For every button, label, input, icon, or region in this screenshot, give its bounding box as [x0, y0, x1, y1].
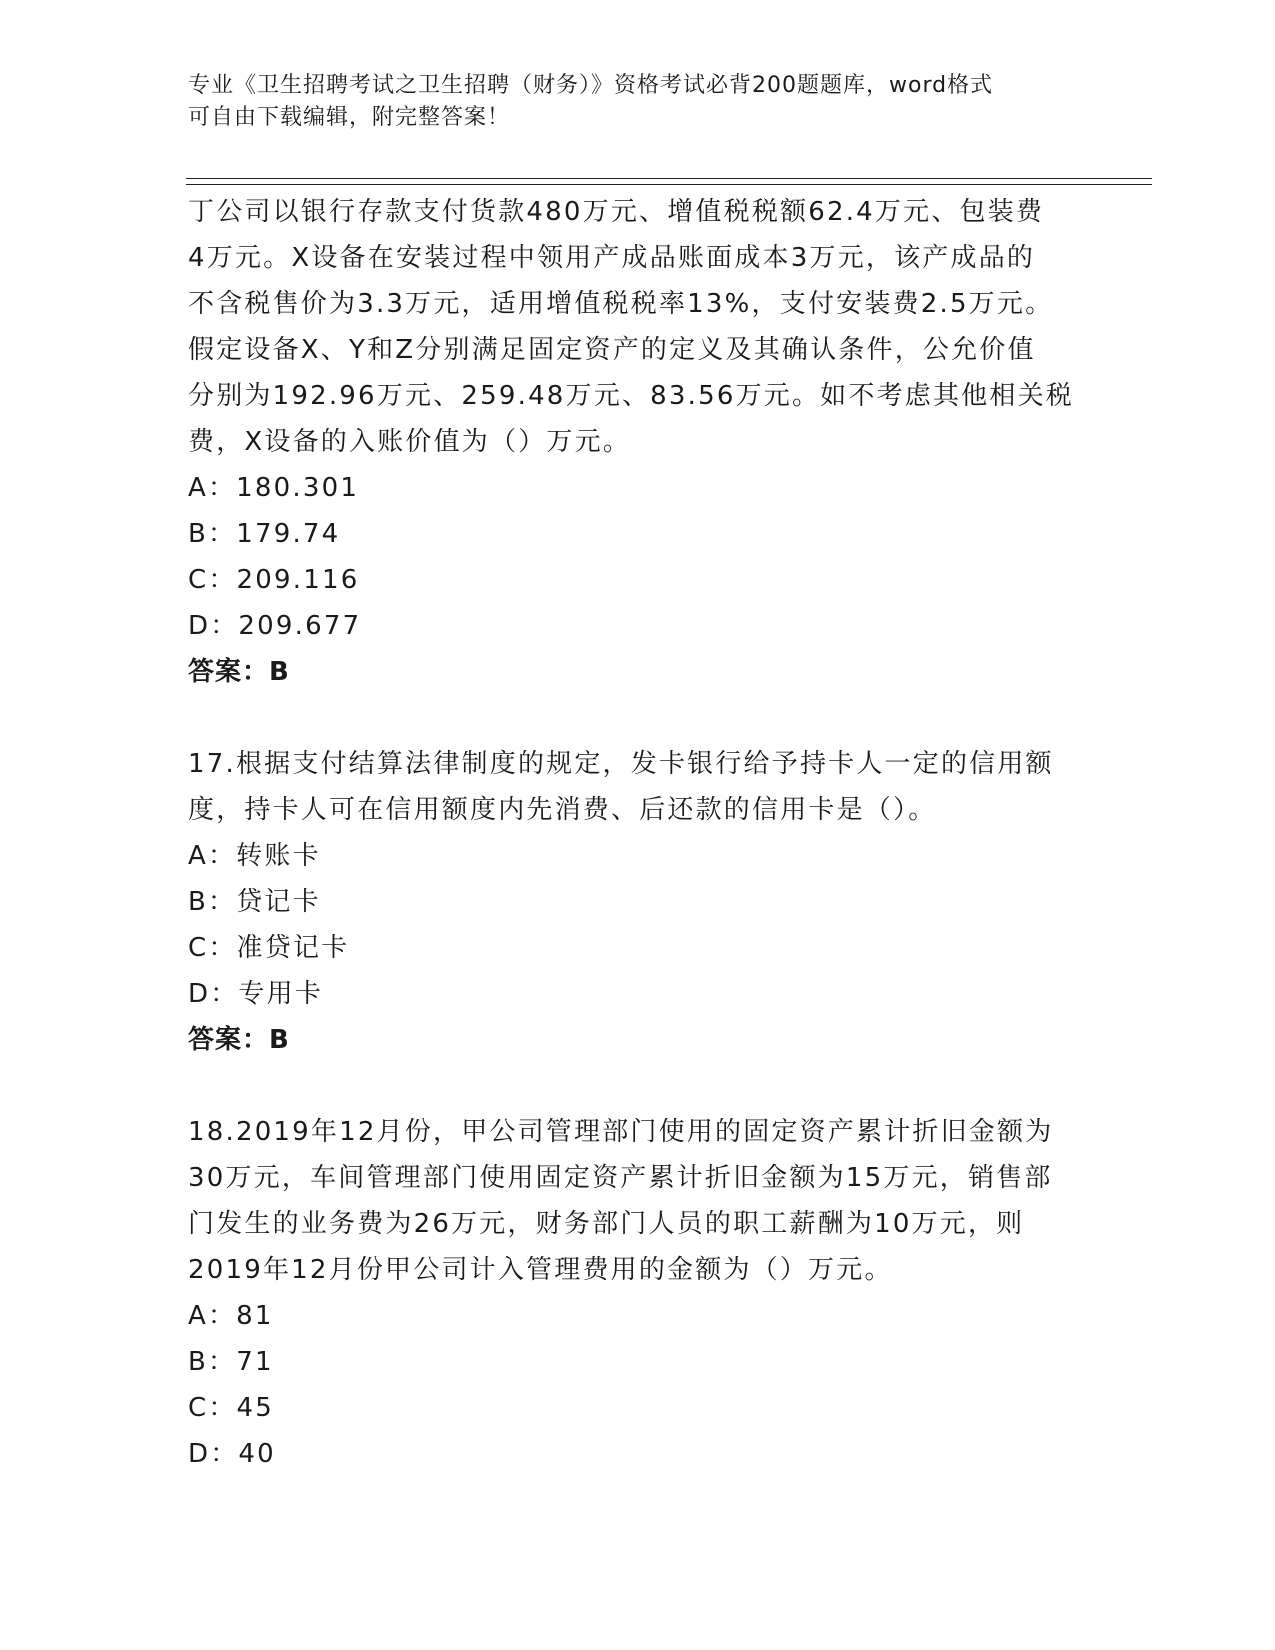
option-a: A：81 — [188, 1301, 274, 1331]
option-d: D：209.677 — [188, 611, 362, 641]
header-divider-bottom — [186, 184, 1152, 185]
stem-line: 度，持卡人可在信用额度内先消费、后还款的信用卡是（）。 — [188, 795, 937, 825]
option-c: C：209.116 — [188, 565, 360, 595]
stem-line: 17.根据支付结算法律制度的规定，发卡银行给予持卡人一定的信用额 — [188, 749, 1054, 779]
stem-line: 30万元，车间管理部门使用固定资产累计折旧金额为15万元，销售部 — [188, 1163, 1053, 1193]
spacer — [188, 1063, 1088, 1109]
option-b: B：71 — [188, 1347, 274, 1377]
stem-line: 不含税售价为3.3万元，适用增值税税率13%，支付安装费2.5万元。 — [188, 289, 1054, 319]
stem-line: 18.2019年12月份，甲公司管理部门使用的固定资产累计折旧金额为 — [188, 1117, 1054, 1147]
header-line-1: 专业《卫生招聘考试之卫生招聘（财务）》资格考试必背200题题库，word格式 — [188, 73, 994, 98]
answer: 答案：B — [188, 657, 290, 687]
question-18 — [188, 1109, 1088, 1477]
option-d: D：专用卡 — [188, 979, 324, 1009]
question-16 — [188, 189, 1088, 695]
option-a: A：转账卡 — [188, 841, 321, 871]
stem-line: 2019年12月份甲公司计入管理费用的金额为（）万元。 — [188, 1255, 893, 1285]
option-d: D：40 — [188, 1439, 276, 1469]
stem-line: 分别为192.96万元、259.48万元、83.56万元。如不考虑其他相关税 — [188, 381, 1074, 411]
document-header — [188, 70, 1068, 134]
question-stem — [188, 741, 1088, 833]
header-divider-top — [186, 178, 1152, 179]
stem-line: 门发生的业务费为26万元，财务部门人员的职工薪酬为10万元，则 — [188, 1209, 1025, 1239]
stem-line: 假定设备X、Y和Z分别满足固定资产的定义及其确认条件，公允价值 — [188, 335, 1036, 365]
option-b: B：贷记卡 — [188, 887, 321, 917]
stem-line: 丁公司以银行存款支付货款480万元、增值税税额62.4万元、包装费 — [188, 197, 1045, 227]
option-c: C：准贷记卡 — [188, 933, 350, 963]
stem-line: 4万元。X设备在安装过程中领用产成品账面成本3万元，该产成品的 — [188, 243, 1036, 273]
question-17 — [188, 741, 1088, 1063]
option-b: B：179.74 — [188, 519, 341, 549]
question-stem — [188, 1109, 1088, 1293]
question-stem — [188, 189, 1088, 465]
header-line-2: 可自由下载编辑，附完整答案！ — [188, 105, 511, 130]
spacer — [188, 695, 1088, 741]
option-a: A：180.301 — [188, 473, 360, 503]
option-c: C：45 — [188, 1393, 275, 1423]
question-list — [188, 189, 1088, 1477]
answer: 答案：B — [188, 1025, 290, 1055]
stem-line: 费，X设备的入账价值为（）万元。 — [188, 427, 632, 457]
